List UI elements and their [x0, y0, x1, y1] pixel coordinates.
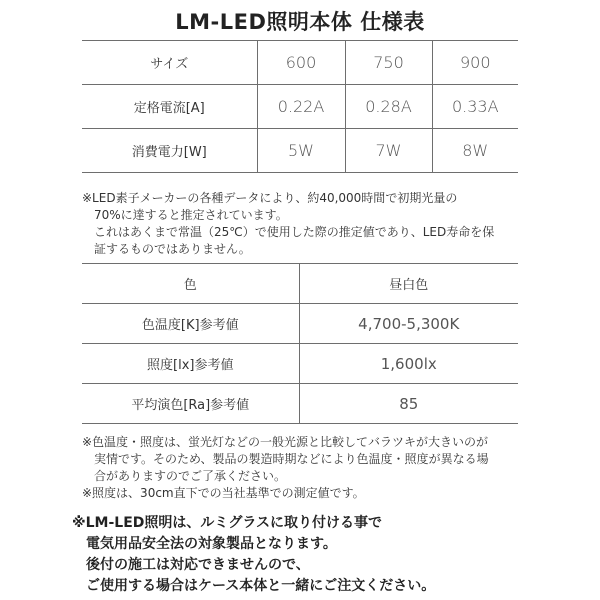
- notice-line: ※LM-LED照明は、ルミグラスに取り付ける事で: [72, 515, 382, 531]
- row-label: 色: [82, 264, 299, 304]
- table-cell: 4,700-5,300K: [299, 304, 518, 344]
- row-label: 平均演色[Ra]参考値: [82, 384, 299, 424]
- note-line: これはあくまで常温（25℃）で使用した際の推定値であり、LED寿命を保: [94, 225, 495, 239]
- table-row-illuminance: [82, 344, 518, 384]
- note-line: 合がありますのでご了承ください。: [94, 469, 287, 483]
- table-row-size: [82, 41, 518, 85]
- table-cell: 7W: [345, 129, 432, 173]
- table-row-cri: [82, 384, 518, 424]
- led-lifetime-note: [82, 190, 522, 258]
- row-label: 照度[lx]参考値: [82, 344, 299, 384]
- note-line: ※色温度・照度は、蛍光灯などの一般光源と比較してバラツキが大きいのが: [82, 435, 489, 449]
- table-row-current: [82, 85, 518, 129]
- row-label: 消費電力[W]: [82, 129, 257, 173]
- row-label: 色温度[K]参考値: [82, 304, 299, 344]
- notice-line: 後付の施工は対応できませんので、: [86, 557, 310, 573]
- bottom-notice: [72, 513, 572, 597]
- note-line: 70%に達すると推定されています。: [94, 208, 288, 222]
- table-cell: 0.28A: [345, 85, 432, 129]
- note-line: ※LED素子メーカーの各種データにより、約40,000時間で初期光量の: [82, 191, 458, 205]
- page-title: LM-LED照明本体 仕様表: [175, 10, 425, 34]
- table-row-power: [82, 129, 518, 173]
- notice-line: ご使用する場合はケース本体と一緒にご注文ください。: [86, 578, 436, 594]
- size-600: 600: [257, 41, 345, 85]
- color-table: [82, 263, 518, 424]
- table-row-color-temp: [82, 304, 518, 344]
- table-cell: 1,600lx: [299, 344, 518, 384]
- table-cell: 5W: [257, 129, 345, 173]
- table-cell: 8W: [432, 129, 518, 173]
- color-note: [82, 434, 522, 502]
- table-cell: 85: [299, 384, 518, 424]
- spec-table: [82, 40, 518, 173]
- note-line: 証するものではありません。: [94, 242, 251, 256]
- note-line: 実情です。そのため、製品の製造時期などにより色温度・照度が異なる場: [94, 452, 489, 466]
- row-label: 定格電流[A]: [82, 85, 257, 129]
- table-cell: 0.22A: [257, 85, 345, 129]
- note-line: ※照度は、30cm直下での当社基準での測定値です。: [82, 486, 365, 500]
- row-label: サイズ: [82, 41, 257, 85]
- table-row-color: [82, 264, 518, 304]
- notice-line: 電気用品安全法の対象製品となります。: [86, 536, 337, 552]
- table-cell: 昼白色: [299, 264, 518, 304]
- size-750: 750: [345, 41, 432, 85]
- size-900: 900: [432, 41, 518, 85]
- table-cell: 0.33A: [432, 85, 518, 129]
